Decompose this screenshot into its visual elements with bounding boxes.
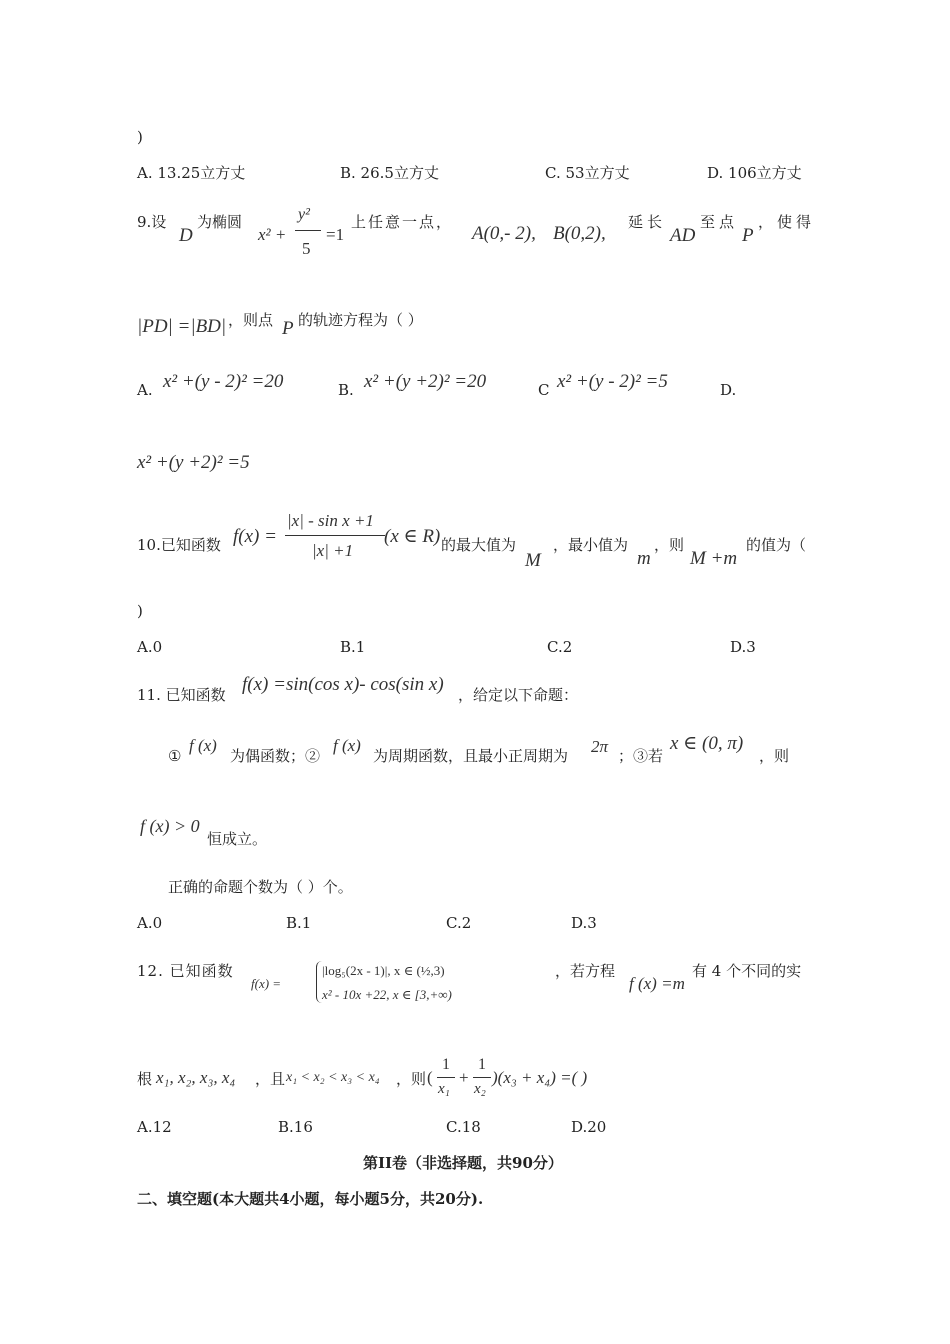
q9-var-d: D [179, 225, 193, 246]
q11-option-c: C.2 [446, 914, 472, 932]
q9-point-a: A(0,- 2), [472, 223, 536, 244]
q10-var-m-lower: m [637, 548, 651, 569]
q12-order: x₁ < x₂ < x₃ < x₄ [286, 1070, 380, 1085]
q12-x2: x₂ [474, 1081, 486, 1097]
q9-text-5: ，使得 [758, 213, 816, 231]
q11-circle-1: ① [168, 747, 182, 765]
q12-lead: 12. 已知函数 [137, 962, 234, 980]
q11-statement-1: 为偶函数；② [230, 747, 321, 765]
q11-text-1: ，给定以下命题： [458, 686, 579, 704]
q10-text-2: ，最小值为 [553, 536, 629, 554]
q9-ellipse-lhs: x² + [258, 225, 287, 244]
q11-option-a: A.0 [137, 914, 163, 932]
q11-f3: f (x) > 0 [140, 816, 200, 836]
q9-point-b: B(0,2), [553, 223, 606, 244]
q12-text-4: ，且 [255, 1070, 286, 1088]
q9-ellipse-y2: y² [298, 206, 310, 223]
q12-text-3: 根 [137, 1070, 153, 1088]
q9-var-p2: P [282, 318, 294, 339]
q9-option-d-label: D. [720, 381, 737, 399]
q9-option-b-eq: x² +(y +2)² =20 [364, 371, 487, 392]
q12-fx: f(x) = [251, 976, 282, 991]
q10-fraction-bar [285, 535, 385, 536]
q12-expr-open: ( [427, 1068, 433, 1087]
q11-f1: f (x) [189, 736, 217, 755]
q8-option-c: C. 53立方丈 [545, 164, 630, 182]
q12-plus: + [459, 1068, 469, 1087]
q9-option-c-eq: x² +(y - 2)² =5 [557, 371, 668, 392]
q8-option-b: B. 26.5立方丈 [340, 164, 439, 182]
q8-option-d: D. 106立方丈 [707, 164, 802, 182]
q12-case-1: |log₅(2x - 1)|, x ∈ (½,3) [322, 963, 445, 978]
q10-var-m-upper: M [525, 550, 541, 571]
q11-two-pi: 2π [591, 737, 609, 756]
q11-statement-2: 为周期函数，且最小正周期为 [373, 747, 569, 765]
q8-tail: ) [137, 128, 143, 146]
q12-x1: x₁ [438, 1081, 450, 1097]
q10-option-d: D.3 [730, 638, 756, 656]
q9-option-d-eq: x² +(y +2)² =5 [137, 452, 250, 473]
q9-option-c-label: C [538, 381, 550, 399]
q10-expr-mm: M +m [690, 548, 738, 569]
q9-text-2: 上任意一点， [351, 213, 454, 231]
q10-text-3: ，则 [654, 536, 685, 554]
q10-lead: 10.已知函数 [137, 536, 221, 554]
q9-var-ad: AD [670, 225, 696, 246]
q11-option-b: B.1 [286, 914, 312, 932]
q8-option-a: A. 13.25立方丈 [137, 164, 246, 182]
q12-frac-bar-2 [473, 1077, 491, 1078]
q9-var-p: P [742, 225, 754, 246]
q10-text-1: 的最大值为 [441, 536, 517, 554]
q9-lead: 9.设 [137, 213, 167, 231]
q9-text-6: ，则点 [228, 311, 274, 329]
q9-text-1: 为椭圆 [197, 213, 243, 231]
q12-case-2: x² - 10x +22, x ∈ [3,+∞) [322, 987, 452, 1002]
q12-expr-rest: )(x₃ + x₄) =( ) [492, 1068, 588, 1087]
q12-option-c: C.18 [446, 1118, 481, 1136]
q11-f2: f (x) [333, 736, 361, 755]
q10-tail: ) [137, 602, 143, 620]
q12-text-5: ，则 [396, 1070, 427, 1088]
q12-option-a: A.12 [137, 1118, 172, 1136]
q11-statement-5: 恒成立。 [207, 830, 268, 848]
q10-text-4: 的值为（ [746, 536, 807, 554]
q12-equation: f (x) =m [629, 974, 685, 993]
q11-statement-3: ；③若 [618, 747, 664, 765]
q12-roots: x₁, x₂, x₃, x₄ [156, 1068, 236, 1087]
q12-one-1: 1 [442, 1056, 450, 1073]
q10-denominator: |x| +1 [312, 541, 354, 560]
q10-option-a: A.0 [137, 638, 163, 656]
q9-text-3: 延长 [628, 213, 667, 231]
q12-text-2: 有 4 个不同的实 [692, 962, 802, 980]
q10-domain: (x ∈ R) [384, 526, 441, 547]
q9-ellipse-5: 5 [302, 239, 311, 258]
q11-question: 正确的命题个数为（ ）个。 [168, 878, 353, 896]
q9-fraction-bar [295, 230, 321, 231]
q9-text-7: 的轨迹方程为（ ） [298, 311, 423, 329]
q9-ellipse-eq1: =1 [326, 225, 345, 244]
q10-option-c: C.2 [547, 638, 573, 656]
q11-lead: 11. 已知函数 [137, 686, 226, 704]
q10-numerator: |x| - sin x +1 [287, 511, 374, 530]
fill-in-heading: 二、填空题(本大题共4小题，每小题5分，共20分). [137, 1190, 484, 1208]
q9-option-a-label: A. [137, 381, 153, 399]
q12-one-2: 1 [478, 1056, 486, 1073]
q12-option-d: D.20 [571, 1118, 607, 1136]
q9-text-4: 至点 [700, 213, 739, 231]
q9-condition: |PD| =|BD| [137, 316, 227, 337]
q9-option-a-eq: x² +(y - 2)² =20 [163, 371, 284, 392]
section-2-title: 第II卷（非选择题，共90分） [363, 1154, 563, 1172]
q11-function: f(x) =sin(cos x)- cos(sin x) [242, 674, 444, 695]
q12-text-1: ，若方程 [555, 962, 616, 980]
q11-option-d: D.3 [571, 914, 597, 932]
q12-frac-bar-1 [437, 1077, 455, 1078]
q12-option-b: B.16 [278, 1118, 313, 1136]
q10-option-b: B.1 [340, 638, 366, 656]
q11-statement-4: ，则 [759, 747, 790, 765]
q10-function: f(x) = [233, 526, 277, 547]
q11-range: x ∈ (0, π) [670, 733, 744, 754]
q9-option-b-label: B. [338, 381, 354, 399]
